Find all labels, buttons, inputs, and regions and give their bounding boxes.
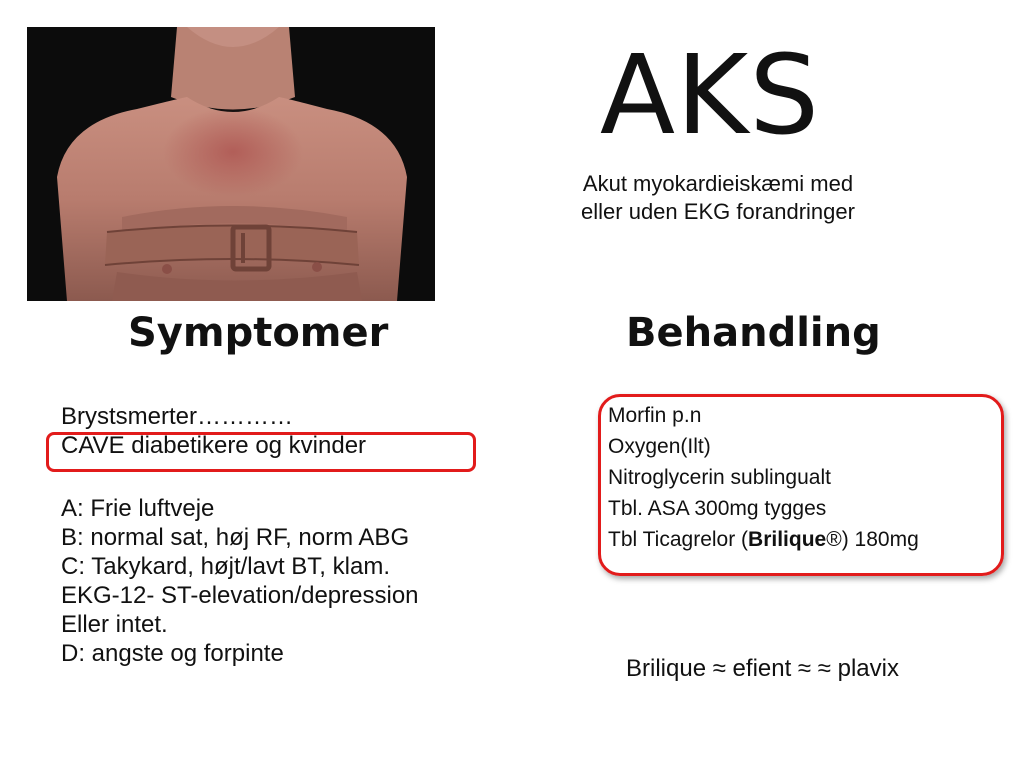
symptoms-heading: Symptomer xyxy=(128,310,389,356)
subtitle-line: Akut myokardieiskæmi med xyxy=(582,171,854,196)
brilique-brand: Brilique xyxy=(748,528,827,551)
treatment-line-ticagrelor xyxy=(608,524,1018,555)
treatment-line: Morfin p.n xyxy=(608,404,702,427)
treatment-line: Nitroglycerin sublingualt xyxy=(608,466,831,489)
symptom-line: B: normal sat, høj RF, norm ABG xyxy=(61,524,410,551)
symptom-line: EKG-12- ST-elevation/depression xyxy=(61,582,419,609)
subtitle-line: eller uden EKG forandringer xyxy=(581,199,855,224)
cave-highlight-box xyxy=(46,432,476,472)
symptom-line: D: angste og forpinte xyxy=(61,640,284,667)
treatment-line: Oxygen(Ilt) xyxy=(608,435,711,458)
treatment-heading: Behandling xyxy=(626,310,881,356)
symptom-line: Eller intet. xyxy=(61,611,168,638)
slide-subtitle xyxy=(518,170,918,226)
symptom-line: C: Takykard, højt/lavt BT, klam. xyxy=(61,553,390,580)
chest-belt-illustration xyxy=(27,27,435,301)
treatment-list xyxy=(608,400,1018,555)
treatment-line: Tbl. ASA 300mg tygges xyxy=(608,497,827,520)
ticagrelor-suffix: ®) 180mg xyxy=(826,528,919,551)
symptom-line: Brystsmerter………… xyxy=(61,403,294,430)
drug-comparison-note: Brilique ≈ efient ≈ ≈ plavix xyxy=(626,655,899,682)
symptom-line-cave: CAVE diabetikere og kvinder xyxy=(61,432,367,459)
slide-title: AKS xyxy=(599,31,821,159)
ticagrelor-prefix: Tbl Ticagrelor ( xyxy=(608,528,749,551)
symptom-line: A: Frie luftveje xyxy=(61,495,215,522)
chest-belt-photo xyxy=(27,27,435,301)
